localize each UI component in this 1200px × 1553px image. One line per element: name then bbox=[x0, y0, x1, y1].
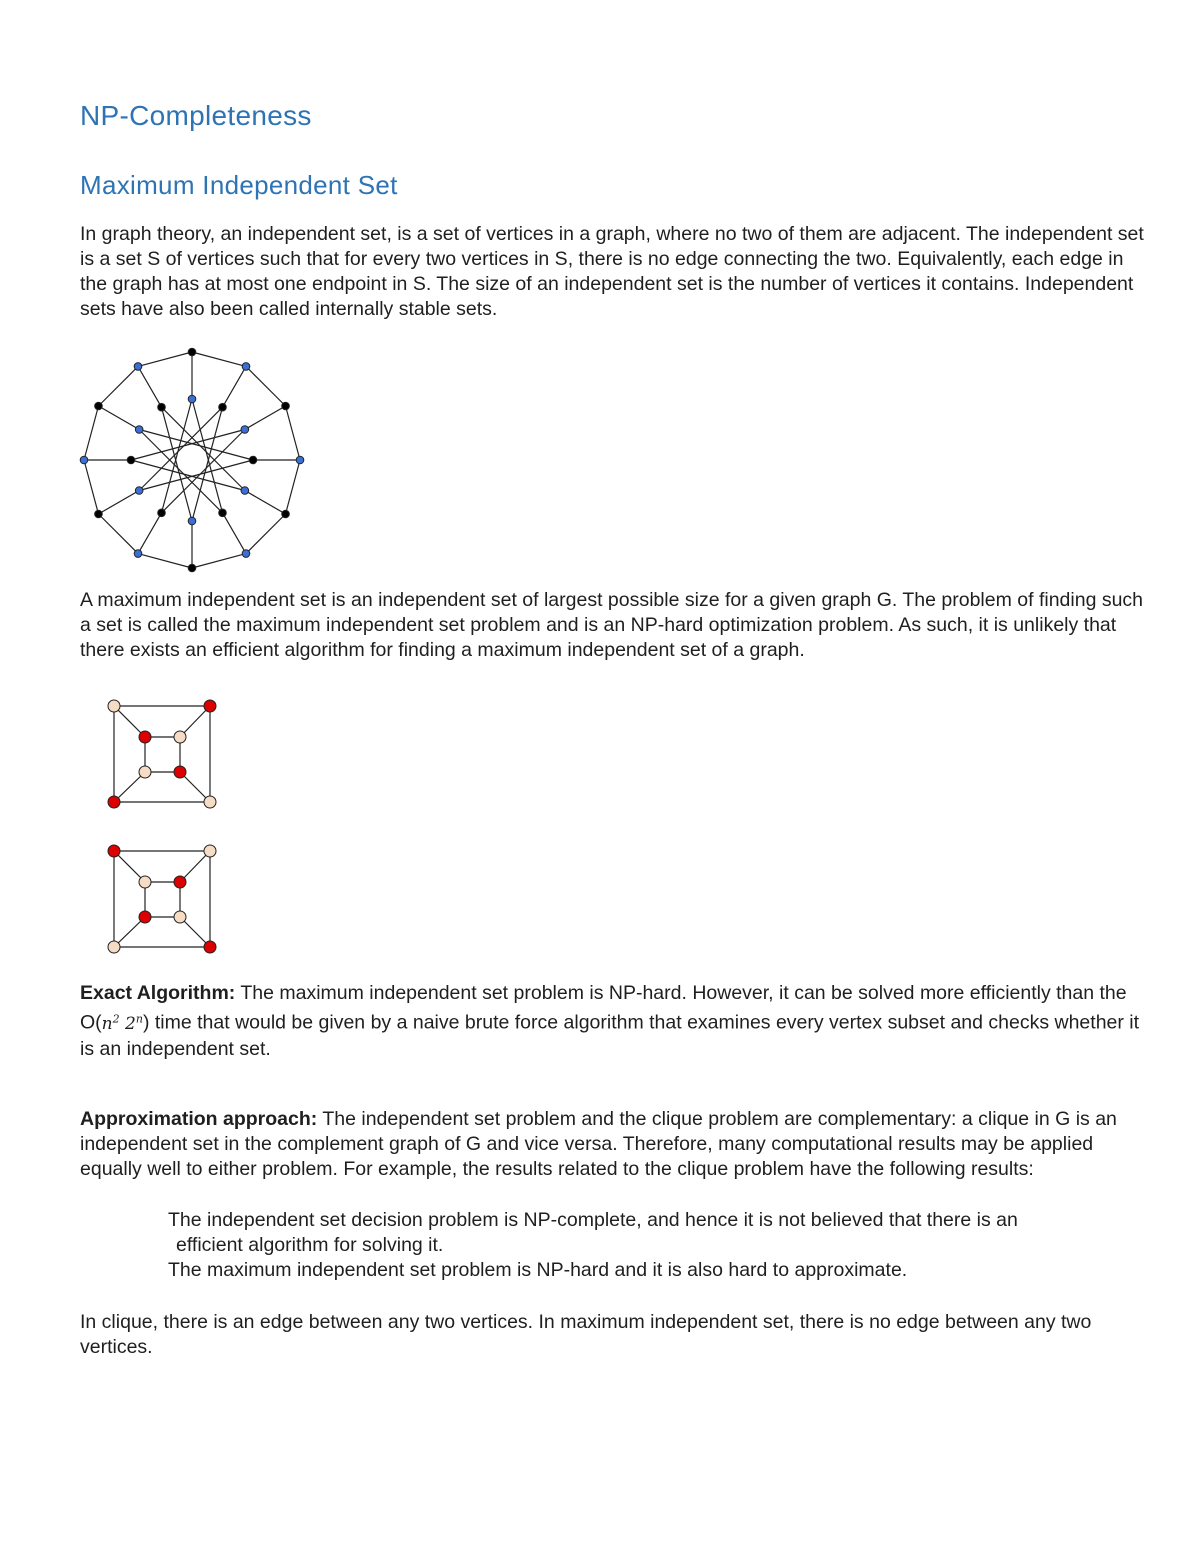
graph-vertex bbox=[242, 550, 250, 558]
graph-vertex bbox=[139, 911, 151, 923]
list-item: efficient algorithm for solving it. bbox=[176, 1234, 444, 1256]
graph-edge bbox=[245, 491, 286, 515]
list-item: The maximum independent set problem is NP-hard and it is also hard to approximate. bbox=[168, 1259, 908, 1281]
graph-edge bbox=[98, 366, 138, 406]
graph-vertex bbox=[204, 796, 216, 808]
graph-vertex bbox=[174, 731, 186, 743]
page-title: NP-Completeness bbox=[80, 100, 312, 131]
exact-algorithm-paragraph bbox=[80, 981, 1150, 1062]
exact-text-after: ) time that would be given by a naive brute force algorithm that examines every vertex subset and checks whether it is an independent set. bbox=[80, 1011, 1140, 1060]
graph-vertex bbox=[135, 487, 143, 495]
graph-edge bbox=[98, 491, 139, 515]
graph-vertex bbox=[188, 517, 196, 525]
list-item: The independent set decision problem is NP-complete, and hence it is not believed that there is an bbox=[168, 1209, 1018, 1231]
approximation-label: Approximation approach: bbox=[80, 1108, 318, 1130]
graph-vertex bbox=[188, 395, 196, 403]
section-heading: Maximum Independent Set bbox=[80, 170, 398, 200]
graph-vertex bbox=[108, 700, 120, 712]
graph-edge bbox=[114, 706, 145, 737]
graph-vertex bbox=[219, 509, 227, 517]
graph-vertex bbox=[135, 426, 143, 434]
graph-vertex bbox=[241, 426, 249, 434]
cube-graph-figure-bottom bbox=[104, 841, 224, 956]
graph-edge bbox=[138, 513, 162, 554]
graph-vertex bbox=[134, 363, 142, 371]
graph-edge bbox=[84, 460, 98, 514]
graph-edge bbox=[223, 366, 247, 407]
graph-vertex bbox=[158, 403, 166, 411]
graph-vertex bbox=[95, 402, 103, 410]
graph-vertex bbox=[80, 456, 88, 464]
graph-vertex bbox=[108, 845, 120, 857]
complexity-formula: $n^2$ 2$^n$ bbox=[101, 1012, 143, 1034]
independent-set-graph-figure bbox=[74, 344, 314, 574]
graph-vertex bbox=[204, 941, 216, 953]
graph-vertex bbox=[296, 456, 304, 464]
graph-vertex bbox=[188, 348, 196, 356]
graph-edge bbox=[138, 352, 192, 366]
graph-edge bbox=[98, 406, 139, 430]
graph-edge bbox=[286, 406, 300, 460]
graph-vertex bbox=[134, 550, 142, 558]
graph-vertex bbox=[139, 731, 151, 743]
graph-vertex bbox=[219, 403, 227, 411]
graph-edge bbox=[223, 513, 247, 554]
graph-edge bbox=[192, 554, 246, 568]
graph-vertex bbox=[139, 766, 151, 778]
graph-vertex bbox=[174, 766, 186, 778]
exact-text-before: The maximum independent set problem is NP-hard. However, it can be solved more efficiently than the O( bbox=[80, 982, 1127, 1034]
graph-edge bbox=[192, 352, 246, 366]
graph-edge bbox=[138, 366, 162, 407]
graph-edge bbox=[98, 514, 138, 554]
graph-edge bbox=[245, 406, 286, 430]
maximum-set-paragraph: A maximum independent set is an independent set of largest possible size for a given graph G. The problem of finding such a set is called the maximum independent set problem and is an NP-hard optimization problem. As such, it is unlikely that there exists an efficient algorithm for finding a maximum independent set of a graph. bbox=[80, 589, 1144, 661]
graph-vertex bbox=[174, 876, 186, 888]
graph-vertex bbox=[188, 564, 196, 572]
graph-vertex bbox=[204, 700, 216, 712]
graph-vertex bbox=[249, 456, 257, 464]
graph-vertex bbox=[108, 941, 120, 953]
approximation-text: The independent set problem and the clique problem are complementary: a clique in G is an independent set in the complement graph of G and vice versa. Therefore, many computational results may be applied equally well to either problem. For example, the results related to the clique problem have the following results: bbox=[80, 1108, 1117, 1180]
graph-edge bbox=[114, 851, 145, 882]
graph-edge bbox=[246, 514, 286, 554]
graph-vertex bbox=[158, 509, 166, 517]
graph-vertex bbox=[241, 487, 249, 495]
graph-edge bbox=[138, 554, 192, 568]
graph-vertex bbox=[108, 796, 120, 808]
cube-graph-figure-top bbox=[104, 696, 224, 811]
graph-edge bbox=[84, 406, 98, 460]
graph-vertex bbox=[139, 876, 151, 888]
graph-vertex bbox=[204, 845, 216, 857]
graph-edge bbox=[286, 460, 300, 514]
graph-vertex bbox=[282, 510, 290, 518]
intro-paragraph: In graph theory, an independent set, is a set of vertices in a graph, where no two of them are adjacent. The independent set is a set S of vertices such that for every two vertices in S, there is no edge connecting the two. Equivalently, each edge in the graph has at most one endpoint in S. The size of an independent set is the number of vertices it contains. Independent sets have also been called internally stable sets. bbox=[80, 223, 1144, 320]
graph-edge bbox=[246, 366, 286, 406]
graph-vertex bbox=[242, 363, 250, 371]
exact-algorithm-label: Exact Algorithm: bbox=[80, 982, 236, 1004]
graph-vertex bbox=[127, 456, 135, 464]
approximation-paragraph bbox=[80, 1107, 1150, 1182]
closing-paragraph: In clique, there is an edge between any two vertices. In maximum independent set, there is no edge between any two vertices. bbox=[80, 1311, 1092, 1358]
graph-vertex bbox=[95, 510, 103, 518]
graph-vertex bbox=[174, 911, 186, 923]
graph-vertex bbox=[282, 402, 290, 410]
